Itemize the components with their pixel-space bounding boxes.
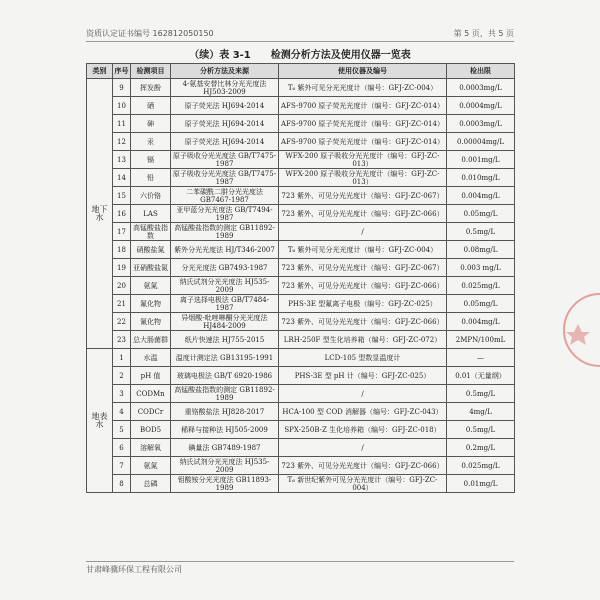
cell-item: BOD5 [131,421,171,439]
page-number: 第 5 页，共 5 页 [453,29,514,38]
cell-no: 23 [113,331,131,349]
cell-limit: 0.5mg/L [447,223,515,241]
table-row [87,331,515,349]
col-header-method: 分析方法及来源 [171,64,279,79]
cell-item: 汞 [131,133,171,151]
cell-instrument: WFX-200 原子吸收分光光度计（编号：GFJ-ZC-013） [279,169,447,187]
cell-method: 高锰酸盐指数的测定 GB11892-1989 [171,223,279,241]
cell-item: LAS [131,205,171,223]
cell-limit: 0.0004mg/L [447,97,515,115]
cell-item: 镉 [131,151,171,169]
page-header [86,27,514,42]
table-row [87,259,515,277]
cell-no: 15 [113,187,131,205]
cell-item: 六价铬 [131,187,171,205]
cell-no: 1 [113,349,131,367]
table-row [87,241,515,259]
table-row [87,403,515,421]
table-row [87,205,515,223]
cell-no: 12 [113,133,131,151]
cell-item: 氰化物 [131,313,171,331]
cell-no: 6 [113,439,131,457]
cell-instrument: 723 紫外、可见分光光度计（编号：GFJ-ZC-067） [279,259,447,277]
cell-limit: 0.010mg/L [447,169,515,187]
cell-item: 溶解氧 [131,439,171,457]
cell-method: 纳氏试剂分光光度法 HJ535-2009 [171,457,279,475]
cell-no: 13 [113,151,131,169]
cell-instrument: LCD-105 型数显温度计 [279,349,447,367]
cell-limit: 0.05mg/L [447,205,515,223]
table-row [87,475,515,493]
cell-no: 9 [113,79,131,97]
page-footer: 甘肃峰骥环保工程有限公司 [86,561,514,575]
cell-instrument: 723 紫外、可见分光光度计（编号：GFJ-ZC-066） [279,313,447,331]
cell-no: 7 [113,457,131,475]
cell-method: 钼酸铵分光光度法 GB11893-1989 [171,475,279,493]
cell-method: 离子选择电极法 GB/T7484-1987 [171,295,279,313]
cell-no: 2 [113,367,131,385]
cell-no: 16 [113,205,131,223]
cell-limit: 0.5mg/L [447,421,515,439]
cell-limit: — [447,349,515,367]
cell-limit: 0.003 mg/L [447,259,515,277]
table-row [87,79,515,97]
cell-instrument: PHS-3E 型 pH 计（编号：GFJ-ZC-025） [279,367,447,385]
cell-limit: 0.5mg/L [447,385,515,403]
cell-no: 3 [113,385,131,403]
cell-instrument: WFX-200 原子吸收分光光度计（编号：GFJ-ZC-013） [279,151,447,169]
cell-limit: 0.2mg/L [447,439,515,457]
cell-instrument: 723 紫外、可见分光光度计（编号：GFJ-ZC-066） [279,277,447,295]
cell-item: CODMn [131,385,171,403]
cell-limit: 4mg/L [447,403,515,421]
cell-method: 二苯碳酰二肼分光光度法 GB7467-1987 [171,187,279,205]
col-header-limit: 检出限 [447,64,515,79]
method-table [86,63,515,493]
category-cell: 地表水 [87,349,113,493]
cell-instrument: T₆ 紫外可见分光光度计（编号：GFJ-ZC-004） [279,241,447,259]
cell-no: 10 [113,97,131,115]
table-row [87,385,515,403]
cell-item: 砷 [131,115,171,133]
cell-item: 氨氮 [131,457,171,475]
cell-instrument: T₆ 紫外可见分光光度计（编号：GFJ-ZC-004） [279,79,447,97]
cell-no: 5 [113,421,131,439]
col-header-category: 类别 [87,64,113,79]
cell-method: 重铬酸盐法 HJ828-2017 [171,403,279,421]
cell-limit: 0.004mg/L [447,187,515,205]
cell-item: CODCr [131,403,171,421]
table-header-row [87,64,515,79]
cell-limit: 0.025mg/L [447,277,515,295]
cell-item: 亚硝酸盐氮 [131,259,171,277]
cell-item: 氟化物 [131,295,171,313]
cell-instrument: HCA-100 型 COD 消解器（编号：GFJ-ZC-043） [279,403,447,421]
cell-instrument: 723 紫外、可见分光光度计（编号：GFJ-ZC-067） [279,187,447,205]
cell-item: 高锰酸盐指数 [131,223,171,241]
table-row [87,439,515,457]
cell-method: 4-氨基安替比林分光光度法 HJ503-2009 [171,79,279,97]
cell-method: 纸片快速法 HJ755-2015 [171,331,279,349]
cell-method: 亚甲蓝分光光度法 GB/T7494-1987 [171,205,279,223]
cell-item: 水温 [131,349,171,367]
cell-instrument: / [279,439,447,457]
cell-limit: 0.001mg/L [447,151,515,169]
company-seal [556,290,600,370]
cell-item: 硒 [131,97,171,115]
cell-method: 紫外分光光度法 HJ/T346-2007 [171,241,279,259]
cell-no: 17 [113,223,131,241]
table-row [87,313,515,331]
table-row [87,367,515,385]
certificate-number: 资质认定证书编号 162812050150 [86,29,214,38]
table-row [87,421,515,439]
cell-method: 异烟酸-吡唑啉酮分光光度法 HJ484-2009 [171,313,279,331]
col-header-instrument: 使用仪器及编号 [279,64,447,79]
table-row [87,97,515,115]
cell-method: 温度计测定法 GB13195-1991 [171,349,279,367]
cell-method: 原子荧光法 HJ694-2014 [171,97,279,115]
cell-no: 19 [113,259,131,277]
cell-limit: 2MPN/100mL [447,331,515,349]
cell-limit: 0.08mg/L [447,241,515,259]
table-row [87,151,515,169]
cell-instrument: AFS-9700 原子荧光光度计（编号：GFJ-ZC-014） [279,115,447,133]
table-row [87,133,515,151]
cell-instrument: 723 紫外、可见分光光度计（编号：GFJ-ZC-066） [279,457,447,475]
table-body [87,79,515,493]
table-row [87,115,515,133]
col-header-no: 序号 [113,64,131,79]
table-row [87,295,515,313]
table-row [87,277,515,295]
table-row [87,349,515,367]
cell-no: 11 [113,115,131,133]
cell-item: 氨氮 [131,277,171,295]
cell-item: 总磷 [131,475,171,493]
table-title: （续）表 3-1 检测分析方法及使用仪器一览表 [189,50,411,61]
table-row [87,169,515,187]
cell-no: 21 [113,295,131,313]
cell-item: 硝酸盐氮 [131,241,171,259]
cell-method: 稀释与接种法 HJ505-2009 [171,421,279,439]
col-header-item: 检测项目 [131,64,171,79]
cell-limit: 0.004mg/L [447,313,515,331]
cell-method: 纳氏试剂分光光度法 HJ535-2009 [171,277,279,295]
cell-no: 8 [113,475,131,493]
table-row [87,457,515,475]
cell-no: 14 [113,169,131,187]
cell-limit: 0.00004mg/L [447,133,515,151]
cell-no: 22 [113,313,131,331]
cell-method: 原子荧光法 HJ694-2014 [171,115,279,133]
cell-item: 铅 [131,169,171,187]
cell-method: 原子吸收分光光度法 GB/T7475-1987 [171,151,279,169]
cell-method: 分光光度法 GB7493-1987 [171,259,279,277]
cell-item: 总大肠菌群 [131,331,171,349]
cell-item: 挥发酚 [131,79,171,97]
cell-instrument: AFS-9700 原子荧光光度计（编号：GFJ-ZC-014） [279,133,447,151]
cell-no: 4 [113,403,131,421]
category-cell: 地下水 [87,79,113,349]
cell-item: pH 值 [131,367,171,385]
cell-instrument: T₆ 新世纪紫外可见分光光度计（编号：GFJ-ZC-004） [279,475,447,493]
cell-limit: 0.01mg/L [447,475,515,493]
cell-method: 原子荧光法 HJ694-2014 [171,133,279,151]
cell-limit: 0.0003mg/L [447,115,515,133]
cell-no: 18 [113,241,131,259]
cell-method: 原子吸收分光光度法 GB/T7475-1987 [171,169,279,187]
cell-instrument: AFS-9700 原子荧光光度计（编号：GFJ-ZC-014） [279,97,447,115]
cell-no: 20 [113,277,131,295]
table-row [87,187,515,205]
cell-limit: 0.025mg/L [447,457,515,475]
cell-method: 碘量法 GB7489-1987 [171,439,279,457]
cell-limit: 0.01（无量纲） [447,367,515,385]
cell-instrument: PHS-3E 型氟离子电极（编号：GFJ-ZC-025） [279,295,447,313]
cell-instrument: 723 紫外、可见分光光度计（编号：GFJ-ZC-066） [279,205,447,223]
table-row [87,223,515,241]
cell-instrument: / [279,223,447,241]
cell-instrument: / [279,385,447,403]
cell-method: 高锰酸盐指数的测定 GB11892-1989 [171,385,279,403]
cell-instrument: SPX-250B-Z 生化培养箱（编号：GFJ-ZC-018） [279,421,447,439]
cell-instrument: LRH-250F 型生化培养箱（编号：GFJ-ZC-072） [279,331,447,349]
cell-method: 玻璃电极法 GB/T 6920-1986 [171,367,279,385]
cell-limit: 0.05mg/L [447,295,515,313]
cell-limit: 0.0003mg/L [447,79,515,97]
